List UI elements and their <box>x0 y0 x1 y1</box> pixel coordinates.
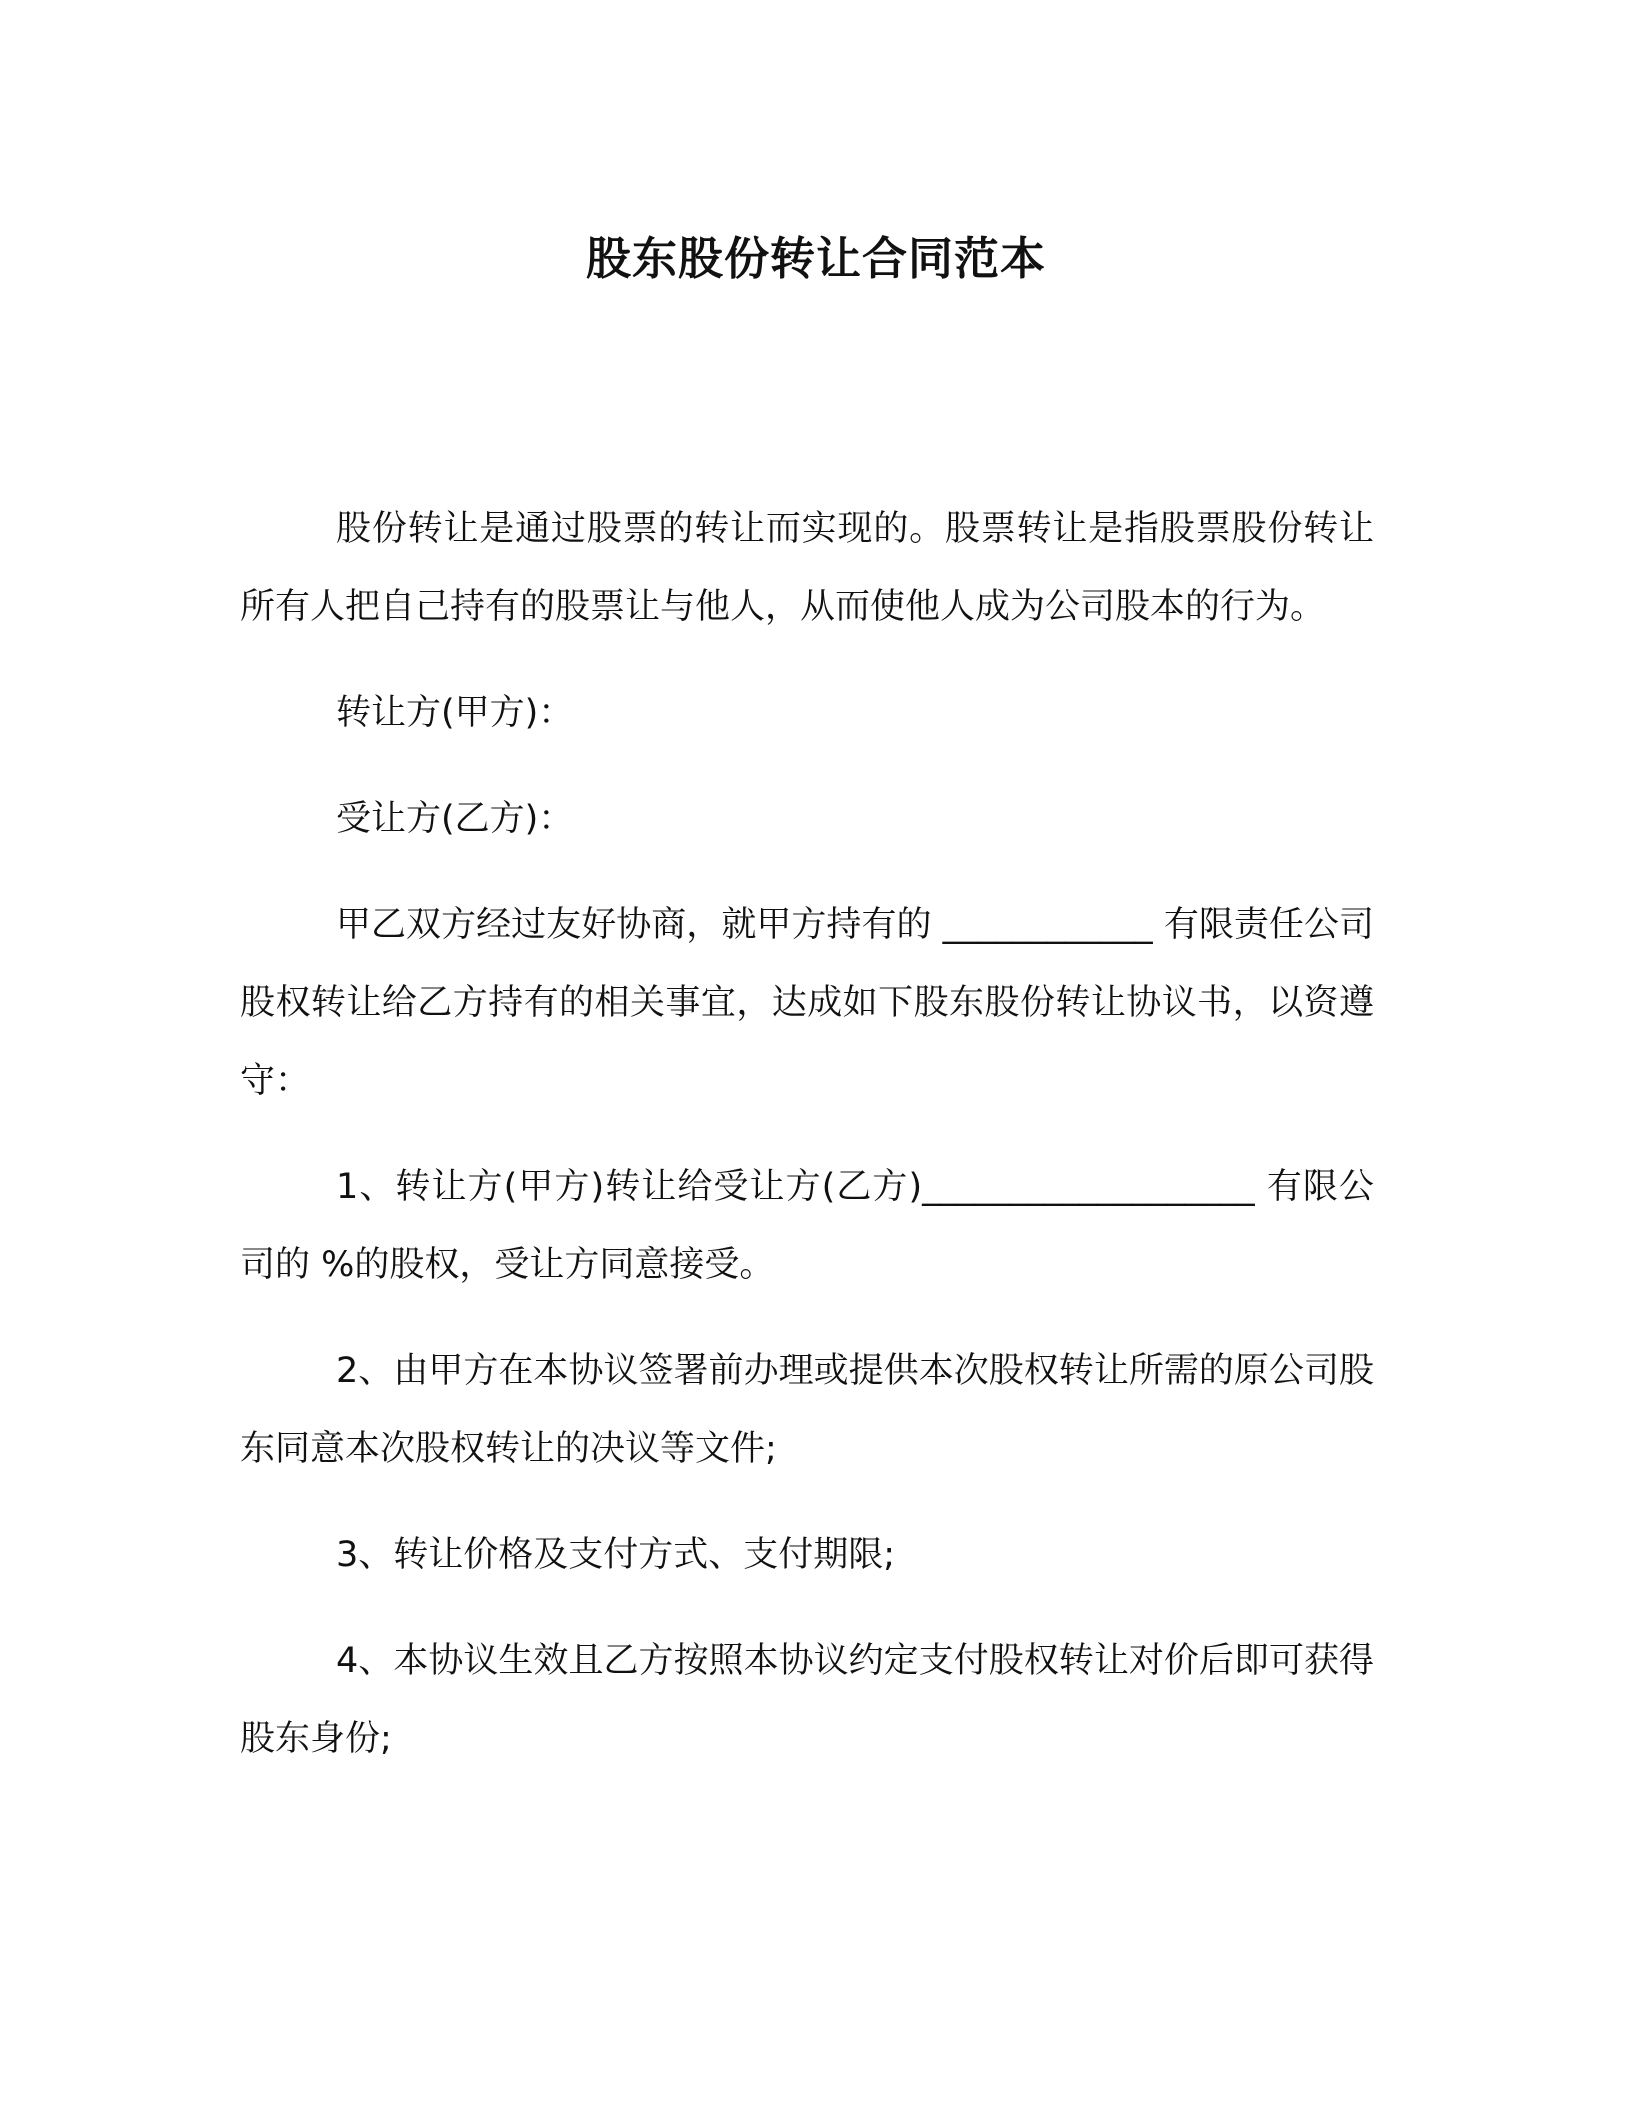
clause-1: 1、转让方(甲方)转让给受让方(乙方)___________________ 有限公司的 %的股权，受让方同意接受。 <box>240 1167 1374 1285</box>
agreement-preamble: 甲乙双方经过友好协商，就甲方持有的 ____________ 有限责任公司股权转让给乙方持有的相关事宜，达成如下股东股份转让协议书，以资遵守： <box>240 905 1374 1101</box>
document-body <box>240 490 1374 1806</box>
document-title: 股东股份转让合同范本 <box>585 232 1046 285</box>
transferee-line: 受让方(乙方)： <box>336 799 574 839</box>
clause-3: 3、转让价格及支付方式、支付期限; <box>336 1535 896 1575</box>
intro-paragraph: 股份转让是通过股票的转让而实现的。股票转让是指股票股份转让所有人把自己持有的股票让与他人，从而使他人成为公司股本的行为。 <box>240 509 1374 627</box>
transferor-line: 转让方(甲方)： <box>336 693 574 733</box>
clause-2: 2、由甲方在本协议签署前办理或提供本次股权转让所需的原公司股东同意本次股权转让的决议等文件; <box>240 1351 1374 1469</box>
clause-4: 4、本协议生效且乙方按照本协议约定支付股权转让对价后即可获得股东身份; <box>240 1641 1374 1759</box>
